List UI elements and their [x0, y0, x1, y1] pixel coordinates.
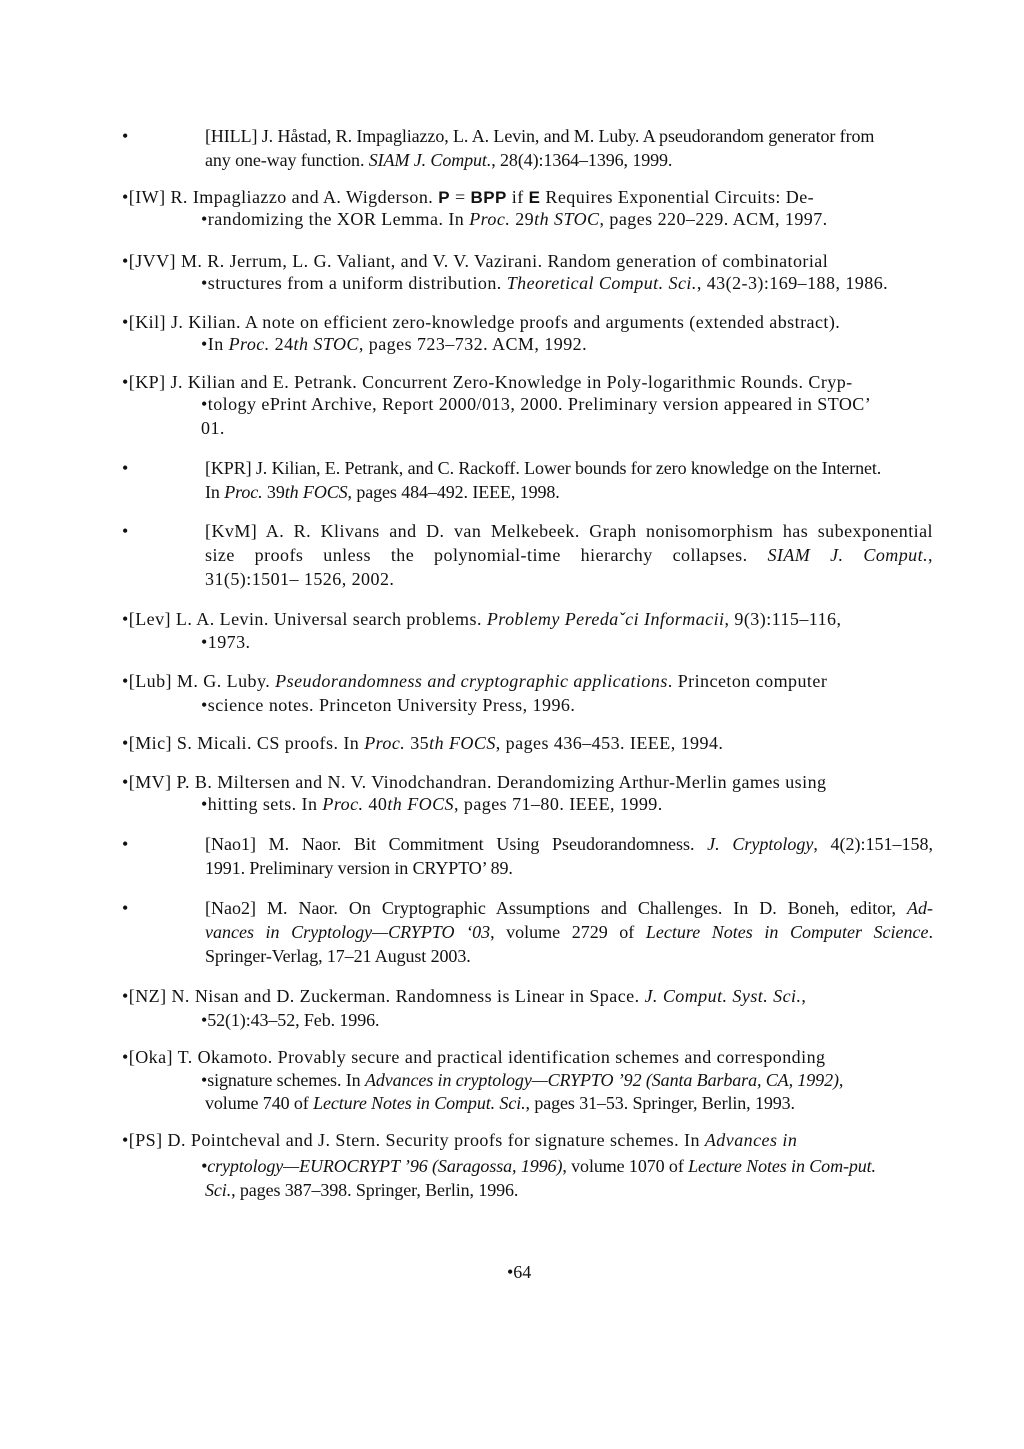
- ref-lev-line-1: •[Lev] L. A. Levin. Universal search problems. Problemy Peredaˇci Informacii, 9(3):115–116,: [122, 609, 842, 629]
- ref-kvm-line-1: [KvM] A. R. Klivans and D. van Melkebeek. Graph nonisomorphism has subexponential: [205, 521, 933, 541]
- ref-kpr-line-1: [KPR] J. Kilian, E. Petrank, and C. Rackoff. Lower bounds for zero knowledge on the Internet.: [205, 458, 882, 478]
- ref-nao2-line-2: vances in Cryptology—CRYPTO ‘03, volume 2729 of Lecture Notes in Computer Science.: [205, 922, 933, 942]
- ref-kil-line-1: •[Kil] J. Kilian. A note on efficient zero-knowledge proofs and arguments (extended abstract).: [122, 312, 841, 332]
- page-number: •64: [507, 1262, 532, 1282]
- ref-mic-line-1: •[Mic] S. Micali. CS proofs. In Proc. 35th FOCS, pages 436–453. IEEE, 1994.: [122, 733, 724, 753]
- ref-kp-line-2: •tology ePrint Archive, Report 2000/013, 2000. Preliminary version appeared in STOC’: [201, 394, 872, 414]
- ref-oka-line-2: •signature schemes. In Advances in cryptology—CRYPTO ’92 (Santa Barbara, CA, 1992),: [201, 1070, 844, 1090]
- bullet: •: [122, 126, 129, 146]
- ref-ps-line-1: •[PS] D. Pointcheval and J. Stern. Security proofs for signature schemes. In Advances in: [122, 1130, 798, 1150]
- bullet: •: [122, 834, 129, 854]
- ref-kvm-line-3: 31(5):1501– 1526, 2002.: [205, 569, 395, 589]
- bullet: •: [122, 458, 129, 478]
- ref-oka-line-1: •[Oka] T. Okamoto. Provably secure and practical identification schemes and corresponding: [122, 1047, 826, 1067]
- ref-nao1-line-1: [Nao1] M. Naor. Bit Commitment Using Pseudorandomness. J. Cryptology, 4(2):151–158,: [205, 834, 933, 854]
- ref-jvv-line-2: •structures from a uniform distribution. Theoretical Comput. Sci., 43(2-3):169–188, 1986.: [201, 273, 889, 293]
- ref-nao2-line-1: [Nao2] M. Naor. On Cryptographic Assumptions and Challenges. In D. Boneh, editor, Ad-: [205, 898, 933, 918]
- ref-mv-line-2: •hitting sets. In Proc. 40th FOCS, pages 71–80. IEEE, 1999.: [201, 794, 663, 814]
- ref-kp-line-1: •[KP] J. Kilian and E. Petrank. Concurrent Zero-Knowledge in Poly-logarithmic Rounds. Cryp-: [122, 372, 853, 392]
- bullet: •: [122, 898, 129, 918]
- ref-hill-line-2: any one-way function. SIAM J. Comput., 28(4):1364–1396, 1999.: [205, 150, 673, 170]
- ref-lev-line-2: •1973.: [201, 632, 251, 652]
- ref-nao1-line-2: 1991. Preliminary version in CRYPTO’ 89.: [205, 858, 513, 878]
- ref-kp-line-3: 01.: [201, 418, 225, 438]
- ref-kvm-line-2: size proofs unless the polynomial-time hierarchy collapses. SIAM J. Comput.,: [205, 545, 933, 565]
- ref-mv-line-1: •[MV] P. B. Miltersen and N. V. Vinodchandran. Derandomizing Arthur-Merlin games using: [122, 772, 827, 792]
- ref-ps-line-3: Sci., pages 387–398. Springer, Berlin, 1996.: [205, 1180, 519, 1200]
- ref-kpr-line-2: In Proc. 39th FOCS, pages 484–492. IEEE, 1998.: [205, 482, 560, 502]
- bullet: •: [122, 521, 129, 541]
- ref-iw-line-2: •randomizing the XOR Lemma. In Proc. 29th STOC, pages 220–229. ACM, 1997.: [201, 209, 828, 229]
- ref-ps-line-2: •cryptology—EUROCRYPT ’96 (Saragossa, 1996), volume 1070 of Lecture Notes in Com-put.: [201, 1156, 876, 1176]
- ref-nz-line-1: •[NZ] N. Nisan and D. Zuckerman. Randomness is Linear in Space. J. Comput. Syst. Sci.,: [122, 986, 807, 1006]
- ref-oka-line-3: volume 740 of Lecture Notes in Comput. Sci., pages 31–53. Springer, Berlin, 1993.: [205, 1093, 795, 1113]
- ref-hill-line-1: [HILL] J. Håstad, R. Impagliazzo, L. A. Levin, and M. Luby. A pseudorandom generator from: [205, 126, 875, 146]
- ref-iw-line-1: •[IW] R. Impagliazzo and A. Wigderson. P = BPP if E Requires Exponential Circuits: De-: [122, 187, 815, 207]
- ref-lub-line-2: •science notes. Princeton University Press, 1996.: [201, 695, 576, 715]
- ref-jvv-line-1: •[JVV] M. R. Jerrum, L. G. Valiant, and V. V. Vazirani. Random generation of combinatorial: [122, 251, 829, 271]
- ref-nz-line-2: •52(1):43–52, Feb. 1996.: [201, 1010, 380, 1030]
- ref-nao2-line-3: Springer-Verlag, 17–21 August 2003.: [205, 946, 471, 966]
- ref-lub-line-1: •[Lub] M. G. Luby. Pseudorandomness and cryptographic applications. Princeton computer: [122, 671, 828, 691]
- ref-kil-line-2: •In Proc. 24th STOC, pages 723–732. ACM, 1992.: [201, 334, 588, 354]
